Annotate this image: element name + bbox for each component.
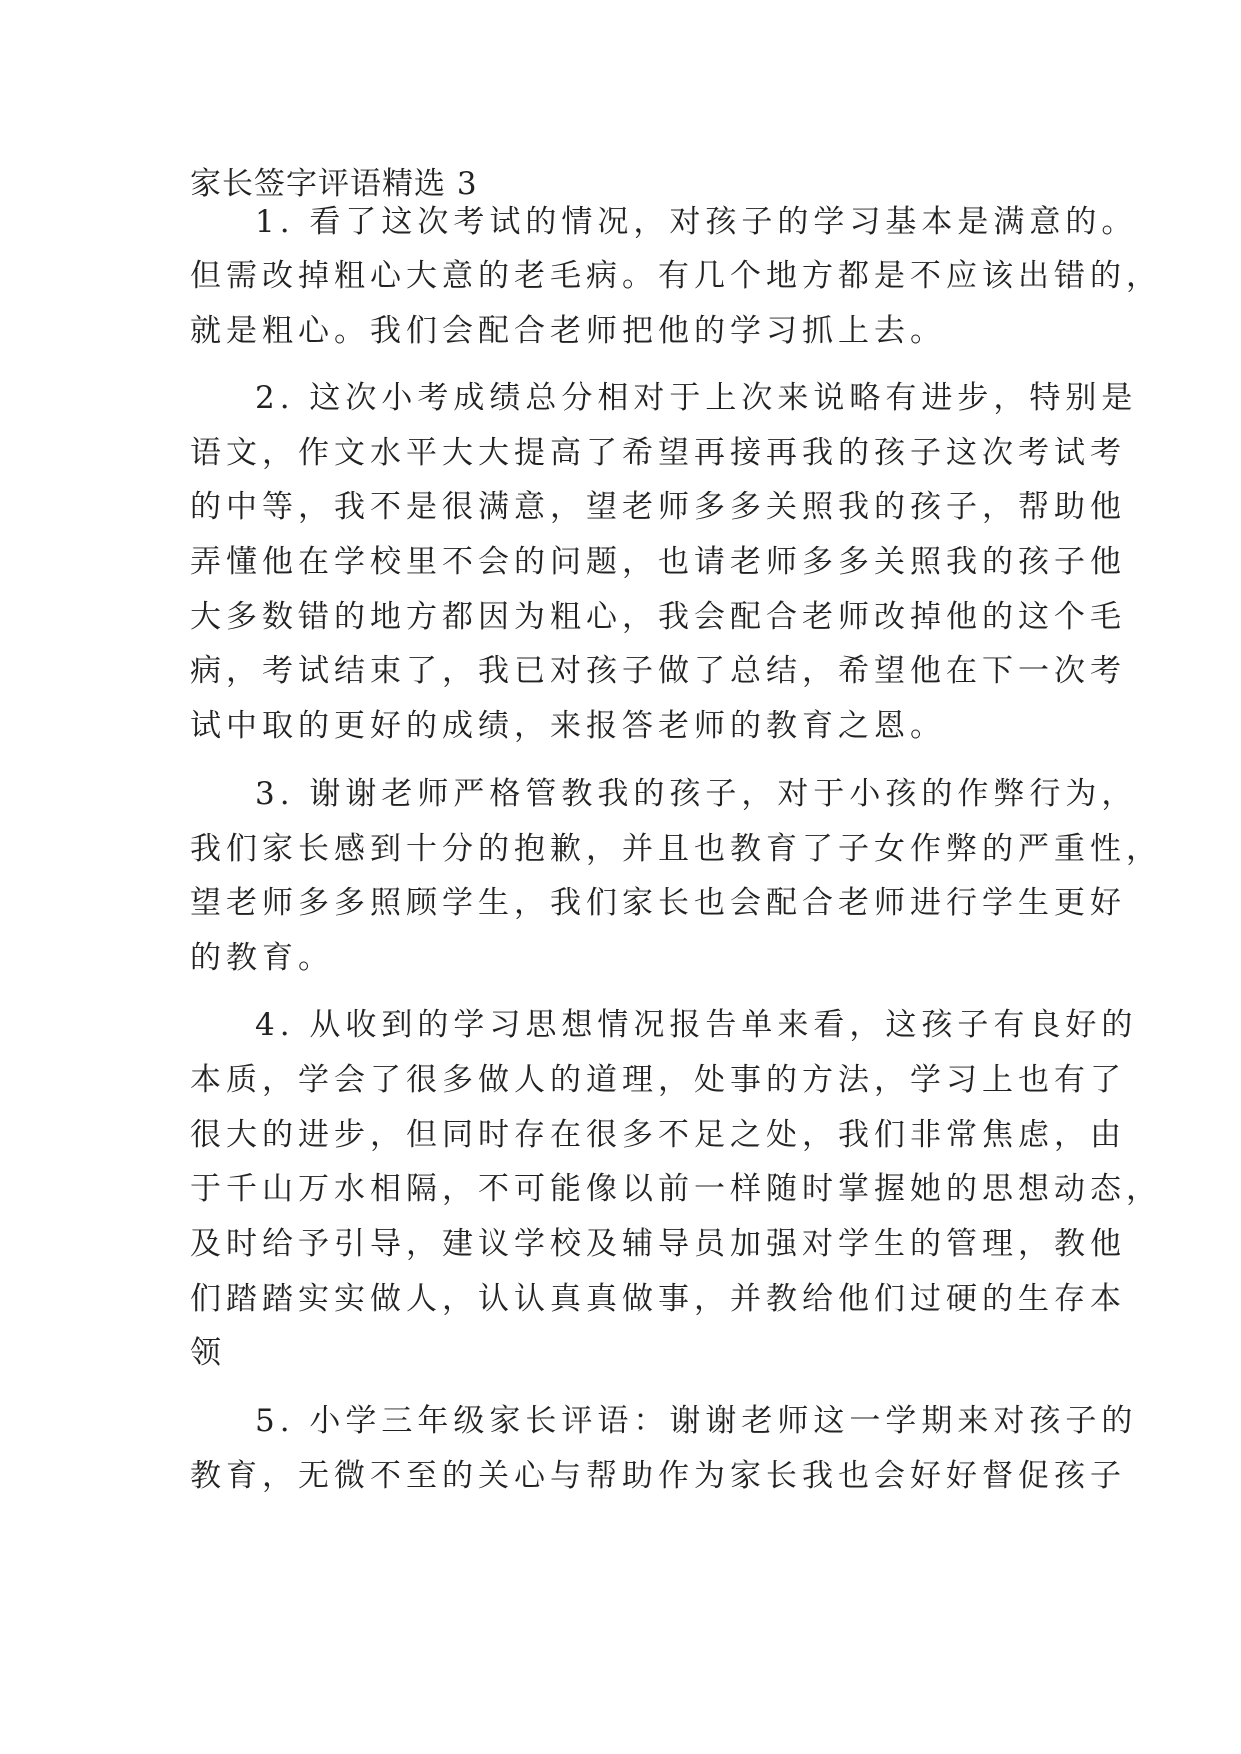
paragraph-2-line-1: 2. 这次小考成绩总分相对于上次来说略有进步，特别是 <box>255 380 1138 416</box>
paragraph-3-line-4: 的教育。 <box>190 940 334 976</box>
paragraph-2-line-5: 大多数错的地方都因为粗心，我会配合老师改掉他的这个毛 <box>190 599 1126 635</box>
paragraph-5-line-1: 5. 小学三年级家长评语：谢谢老师这一学期来对孩子的 <box>255 1403 1138 1439</box>
paragraph-5-line-2: 教育，无微不至的关心与帮助作为家长我也会好好督促孩子 <box>190 1458 1126 1494</box>
paragraph-4-line-6: 们踏踏实实做人，认认真真做事，并教给他们过硬的生存本 <box>190 1281 1126 1317</box>
paragraph-2-line-2: 语文，作文水平大大提高了希望再接再我的孩子这次考试考 <box>190 435 1126 471</box>
paragraph-1-line-1: 1. 看了这次考试的情况，对孩子的学习基本是满意的。 <box>255 204 1138 240</box>
document-title: 家长签字评语精选 3 <box>190 166 478 202</box>
paragraph-4-line-3: 很大的进步，但同时存在很多不足之处，我们非常焦虑，由 <box>190 1117 1126 1153</box>
paragraph-2-line-7: 试中取的更好的成绩，来报答老师的教育之恩。 <box>190 708 946 744</box>
paragraph-3-line-2: 我们家长感到十分的抱歉，并且也教育了子女作弊的严重性， <box>190 831 1162 867</box>
paragraph-2-line-3: 的中等，我不是很满意，望老师多多关照我的孩子，帮助他 <box>190 489 1126 525</box>
paragraph-1-line-2: 但需改掉粗心大意的老毛病。有几个地方都是不应该出错的， <box>190 258 1162 294</box>
paragraph-3-line-3: 望老师多多照顾学生，我们家长也会配合老师进行学生更好 <box>190 885 1126 921</box>
paragraph-2-line-6: 病，考试结束了，我已对孩子做了总结，希望他在下一次考 <box>190 653 1126 689</box>
paragraph-4-line-7: 领 <box>190 1335 226 1371</box>
paragraph-4-line-2: 本质，学会了很多做人的道理，处事的方法，学习上也有了 <box>190 1062 1126 1098</box>
paragraph-2-line-4: 弄懂他在学校里不会的问题，也请老师多多关照我的孩子他 <box>190 544 1126 580</box>
paragraph-3-line-1: 3. 谢谢老师严格管教我的孩子，对于小孩的作弊行为， <box>255 776 1138 812</box>
paragraph-4-line-1: 4. 从收到的学习思想情况报告单来看，这孩子有良好的 <box>255 1007 1138 1043</box>
paragraph-4-line-4: 于千山万水相隔，不可能像以前一样随时掌握她的思想动态， <box>190 1171 1162 1207</box>
paragraph-1-line-3: 就是粗心。我们会配合老师把他的学习抓上去。 <box>190 313 946 349</box>
paragraph-4-line-5: 及时给予引导，建议学校及辅导员加强对学生的管理，教他 <box>190 1226 1126 1262</box>
